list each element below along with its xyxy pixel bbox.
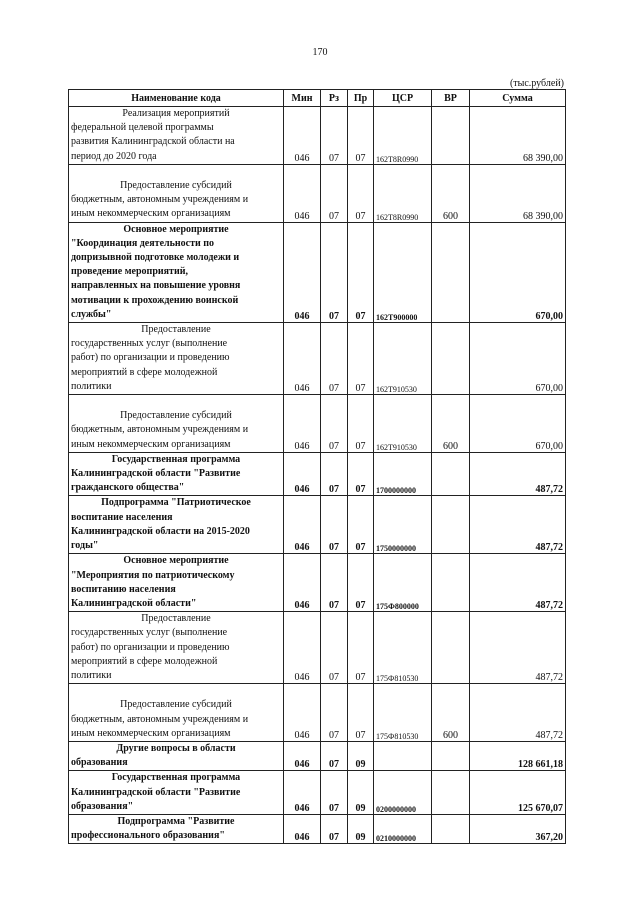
cell-min: 046 — [284, 395, 321, 453]
cell-csr: 162T910530 — [374, 323, 432, 395]
cell-pr: 07 — [348, 496, 374, 554]
cell-min: 046 — [284, 554, 321, 612]
row-name — [69, 452, 284, 496]
cell-pr: 07 — [348, 164, 374, 222]
cell-vr: 600 — [432, 164, 470, 222]
row-name — [69, 222, 284, 322]
cell-sum: 68 390,00 — [470, 107, 566, 165]
header-name: Наименование кода — [69, 90, 284, 107]
row-name — [69, 554, 284, 612]
name-line: "Мероприятия по патриотическому — [71, 569, 235, 581]
name-line: государственных услуг (выполнение — [71, 627, 228, 639]
cell-min: 046 — [284, 741, 321, 770]
cell-pr: 09 — [348, 814, 374, 843]
cell-csr: 175Ф810530 — [374, 612, 432, 684]
name-line: Калининградской области "Развитие — [71, 468, 241, 480]
cell-rz: 07 — [321, 323, 348, 395]
cell-pr: 07 — [348, 107, 374, 165]
cell-sum: 487,72 — [470, 554, 566, 612]
row-name — [69, 496, 284, 554]
name-line: федеральной целевой программы — [71, 122, 214, 134]
name-line: развития Калининградской области на — [71, 136, 235, 148]
row-name — [69, 164, 284, 222]
cell-rz: 07 — [321, 107, 348, 165]
cell-min: 046 — [284, 222, 321, 322]
cell-sum: 670,00 — [470, 323, 566, 395]
budget-table — [68, 89, 566, 844]
cell-csr: 162T900000 — [374, 222, 432, 322]
name-line: профессионального образования" — [71, 830, 225, 842]
name-line: иным некоммерческим организациям — [71, 727, 231, 739]
name-line: бюджетным, автономным учреждениям и — [71, 713, 249, 725]
cell-rz: 07 — [321, 554, 348, 612]
header-vr: ВР — [432, 90, 470, 107]
cell-sum: 670,00 — [470, 395, 566, 453]
name-line: проведение мероприятий, — [71, 266, 188, 278]
table-row — [69, 612, 566, 684]
cell-vr — [432, 554, 470, 612]
name-line: Предоставление субсидий — [120, 410, 232, 422]
table-row — [69, 554, 566, 612]
name-line: период до 2020 года — [71, 150, 157, 162]
name-line: иным некоммерческим организациям — [71, 208, 231, 220]
cell-csr: 175Ф800000 — [374, 554, 432, 612]
table-header-row — [69, 90, 566, 107]
row-name — [69, 323, 284, 395]
row-name — [69, 612, 284, 684]
cell-csr — [374, 741, 432, 770]
name-line: бюджетным, автономным учреждениям и — [71, 424, 249, 436]
cell-min: 046 — [284, 452, 321, 496]
name-line: направленных на повышение уровня — [71, 280, 241, 292]
table-row — [69, 395, 566, 453]
header-sum: Сумма — [470, 90, 566, 107]
name-line — [71, 684, 281, 698]
cell-csr: 162T8R0990 — [374, 107, 432, 165]
cell-vr — [432, 814, 470, 843]
cell-vr — [432, 107, 470, 165]
cell-rz: 07 — [321, 814, 348, 843]
row-name — [69, 771, 284, 815]
cell-pr: 07 — [348, 395, 374, 453]
cell-csr: 1700000000 — [374, 452, 432, 496]
cell-csr: 0200000000 — [374, 771, 432, 815]
name-line: Калининградской области "Развитие — [71, 786, 241, 798]
name-line: иным некоммерческим организациям — [71, 438, 231, 450]
cell-csr: 175Ф810530 — [374, 684, 432, 742]
cell-vr: 600 — [432, 684, 470, 742]
name-line — [71, 395, 281, 409]
cell-min: 046 — [284, 496, 321, 554]
name-line: образования" — [71, 800, 134, 812]
cell-sum: 68 390,00 — [470, 164, 566, 222]
cell-rz: 07 — [321, 684, 348, 742]
cell-vr — [432, 741, 470, 770]
cell-min: 046 — [284, 771, 321, 815]
table-row — [69, 814, 566, 843]
cell-sum: 670,00 — [470, 222, 566, 322]
header-rz: Рз — [321, 90, 348, 107]
cell-vr — [432, 323, 470, 395]
name-line: гражданского общества" — [71, 482, 185, 494]
name-line: Предоставление субсидий — [120, 699, 232, 711]
row-name — [69, 395, 284, 453]
cell-pr: 07 — [348, 684, 374, 742]
cell-min: 046 — [284, 684, 321, 742]
row-name — [69, 684, 284, 742]
cell-sum: 128 661,18 — [470, 741, 566, 770]
table-row — [69, 222, 566, 322]
header-pr: Пр — [348, 90, 374, 107]
name-line: Калининградской области на 2015-2020 — [71, 525, 250, 537]
name-line: Основное мероприятие — [123, 555, 229, 567]
cell-vr — [432, 452, 470, 496]
name-line: работ) по организации и проведению — [71, 641, 230, 653]
cell-rz: 07 — [321, 741, 348, 770]
name-line: Предоставление — [141, 324, 211, 336]
name-line: работ) по организации и проведению — [71, 352, 230, 364]
header-csr: ЦСР — [374, 90, 432, 107]
name-line: "Координация деятельности по — [71, 237, 215, 249]
cell-rz: 07 — [321, 496, 348, 554]
row-name — [69, 814, 284, 843]
cell-sum: 125 670,07 — [470, 771, 566, 815]
name-line: допризывной подготовке молодежи и — [71, 252, 240, 264]
table-row — [69, 107, 566, 165]
cell-sum: 487,72 — [470, 496, 566, 554]
cell-rz: 07 — [321, 395, 348, 453]
name-line: Подпрограмма "Развитие — [117, 815, 235, 827]
name-line: Государственная программа — [111, 453, 241, 465]
table-row — [69, 452, 566, 496]
cell-min: 046 — [284, 814, 321, 843]
cell-rz: 07 — [321, 612, 348, 684]
name-line: воспитание населения — [71, 511, 173, 523]
cell-min: 046 — [284, 164, 321, 222]
cell-csr: 0210000000 — [374, 814, 432, 843]
cell-csr: 162T8R0990 — [374, 164, 432, 222]
cell-pr: 09 — [348, 771, 374, 815]
cell-sum: 487,72 — [470, 684, 566, 742]
name-line — [71, 165, 281, 179]
name-line: государственных услуг (выполнение — [71, 338, 228, 350]
cell-csr: 1750000000 — [374, 496, 432, 554]
row-name — [69, 741, 284, 770]
cell-pr: 07 — [348, 554, 374, 612]
cell-sum: 367,20 — [470, 814, 566, 843]
cell-pr: 09 — [348, 741, 374, 770]
cell-vr — [432, 496, 470, 554]
name-line: Калининградской области" — [71, 597, 197, 609]
cell-rz: 07 — [321, 222, 348, 322]
name-line: Предоставление субсидий — [120, 180, 232, 192]
cell-rz: 07 — [321, 164, 348, 222]
cell-min: 046 — [284, 612, 321, 684]
table-row — [69, 323, 566, 395]
name-line: Подпрограмма "Патриотическое — [101, 497, 251, 509]
table-row — [69, 684, 566, 742]
cell-pr: 07 — [348, 452, 374, 496]
cell-vr — [432, 771, 470, 815]
table-row — [69, 164, 566, 222]
cell-vr: 600 — [432, 395, 470, 453]
name-line: Государственная программа — [111, 772, 241, 784]
page-number: 170 — [312, 47, 328, 58]
cell-csr: 162T910530 — [374, 395, 432, 453]
cell-sum: 487,72 — [470, 612, 566, 684]
name-line: бюджетным, автономным учреждениям и — [71, 194, 249, 206]
name-line: Реализация мероприятий — [122, 108, 230, 119]
cell-sum: 487,72 — [470, 452, 566, 496]
header-min: Мин — [284, 90, 321, 107]
cell-pr: 07 — [348, 323, 374, 395]
name-line: Предоставление — [141, 613, 211, 625]
name-line: службы" — [71, 308, 112, 320]
name-line: Другие вопросы в области — [116, 742, 236, 754]
name-line: годы" — [71, 540, 99, 552]
cell-min: 046 — [284, 107, 321, 165]
cell-rz: 07 — [321, 771, 348, 815]
name-line: воспитанию населения — [71, 583, 176, 595]
cell-min: 046 — [284, 323, 321, 395]
unit-note: (тыс.рублей) — [509, 78, 564, 89]
name-line: мероприятий в сфере молодежной — [71, 655, 218, 667]
cell-pr: 07 — [348, 612, 374, 684]
cell-pr: 07 — [348, 222, 374, 322]
name-line: Основное мероприятие — [123, 223, 229, 235]
name-line: мотивации к прохождению воинской — [71, 294, 239, 306]
table-row — [69, 496, 566, 554]
table-row — [69, 771, 566, 815]
cell-vr — [432, 612, 470, 684]
row-name — [69, 107, 284, 165]
name-line: образования — [71, 757, 128, 769]
name-line: политики — [71, 380, 112, 392]
cell-vr — [432, 222, 470, 322]
cell-rz: 07 — [321, 452, 348, 496]
name-line: политики — [71, 669, 112, 681]
name-line: мероприятий в сфере молодежной — [71, 366, 218, 378]
table-row — [69, 741, 566, 770]
